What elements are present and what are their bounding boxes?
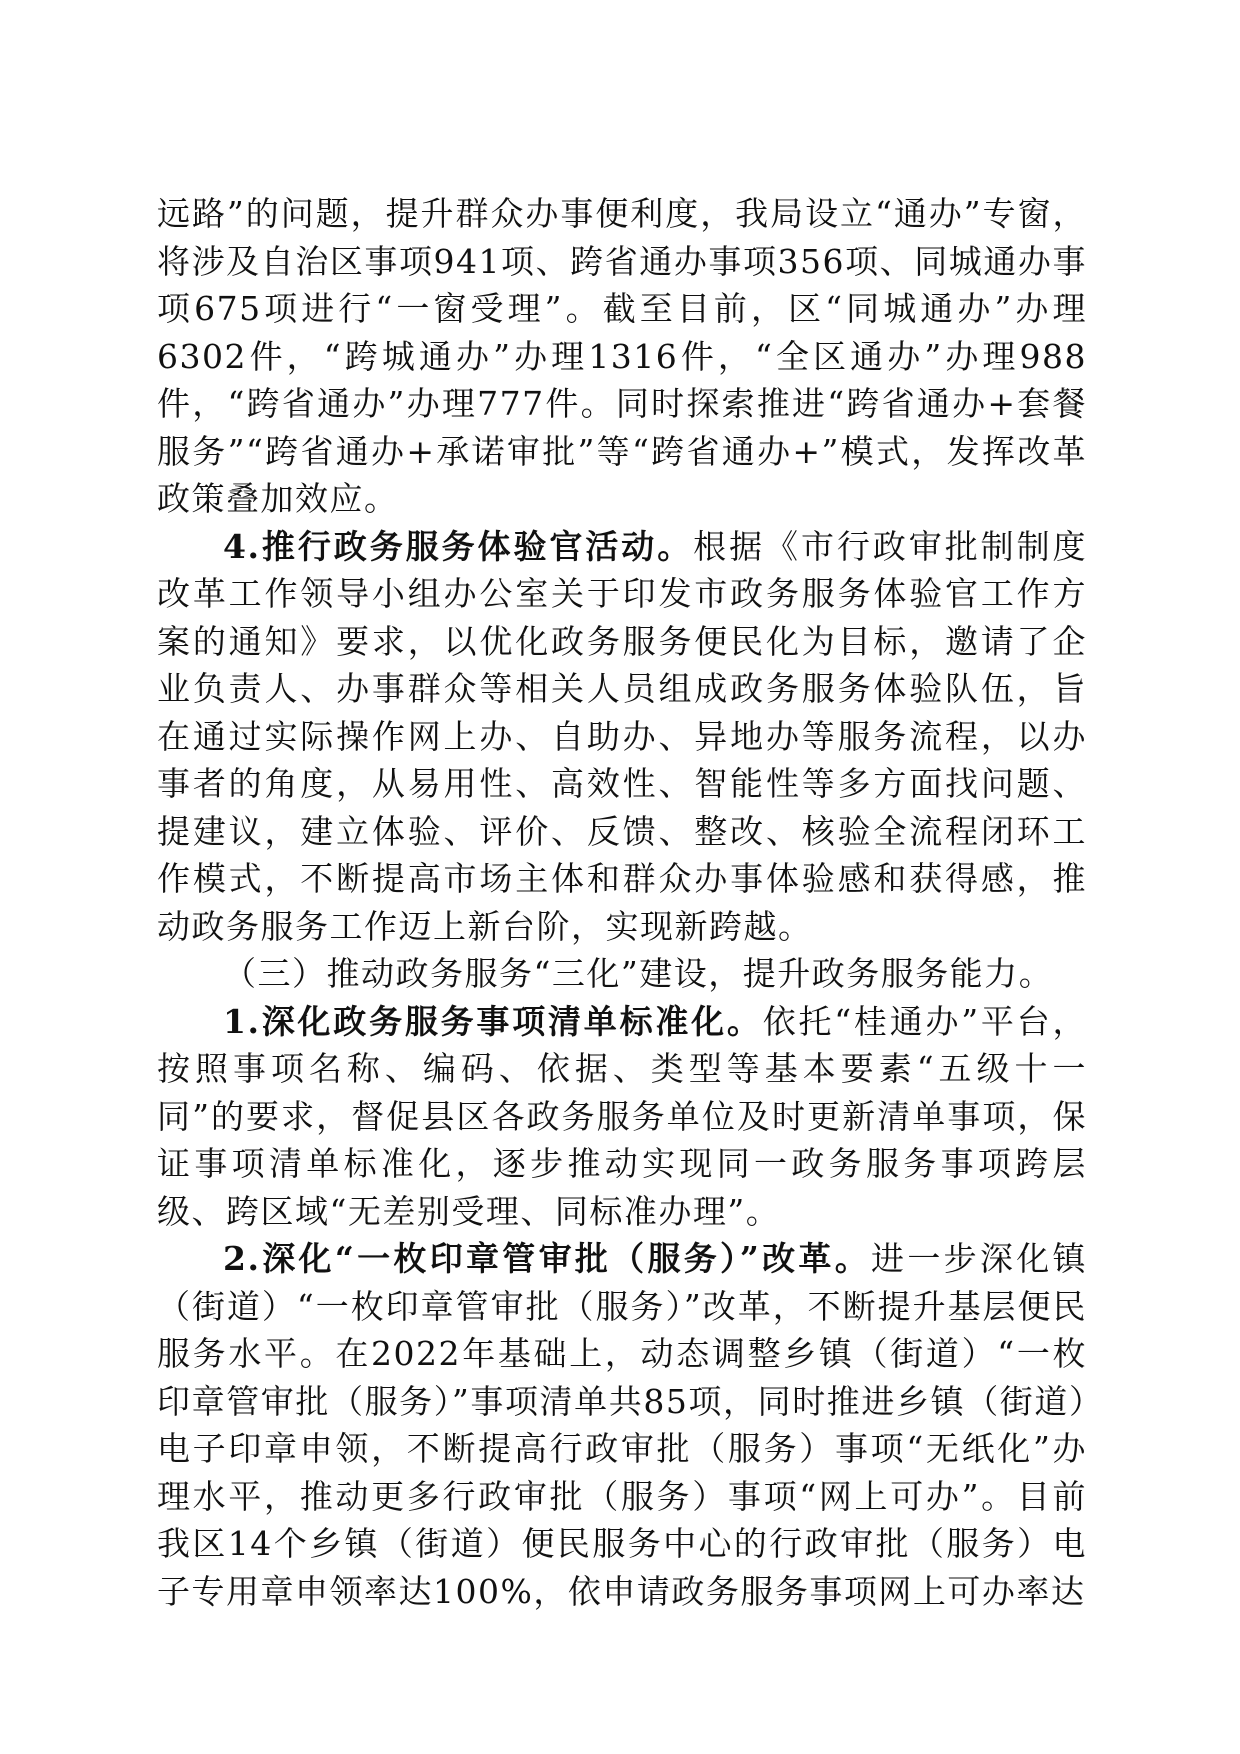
paragraph-continuation <box>157 190 1087 523</box>
paragraph-lead-heading: 1.深化政务服务事项清单标准化。 <box>223 1001 763 1041</box>
paragraph-lead-heading: 2.深化“一枚印章管审批（服务）”改革。 <box>223 1239 872 1278</box>
paragraph-text: 根据《市行政审批制制度改革工作领导小组办公室关于印发市政务服务体验官工作方案的通知》要求，以优化政务服务便民化为目标，邀请了企业负责人、办事群众等相关人员组成政务服务体验队伍，旨在通过实际操作网上办、自助办、异地办等服务流程，以办事者的角度，从易用性、高效性、智能性等多方面找问题、提建议，建立体验、评价、反馈、整改、核验全流程闭环工作模式，不断提高市场主体和群众办事体验感和获得感，推动政务服务工作迈上新台阶，实现新跨越。 <box>157 526 1088 946</box>
paragraph-lead-heading: 4.推行政务服务体验官活动。 <box>223 526 694 566</box>
paragraph-text: 进一步深化镇（街道）“一枚印章管审批（服务）”改革，不断提升基层便民服务水平。在2022年基础上，动态调整乡镇（街道）“一枚印章管审批（服务）”事项清单共85项，同时推进乡镇（街道）电子印章申领，不断提高行政审批（服务）事项“无纸化”办理水平，推动更多行政审批（服务）事项“网上可办”。目前我区14个乡镇（街道）便民服务中心的行政审批（服务）电子专用章申领率达100%，依申请政务服务事项网上可办率达 <box>157 1239 1088 1611</box>
paragraph-one-seal-reform <box>157 1235 1087 1615</box>
paragraph-text: 远路”的问题，提升群众办事便利度，我局设立“通办”专窗，将涉及自治区事项941项、跨省通办事项356项、同城通办事项675项进行“一窗受理”。截至目前，区“同城通办”办理6302件，“跨城通办”办理1316件，“全区通办”办理988件，“跨省通办”办理777件。同时探索推进“跨省通办+套餐服务”“跨省通办+承诺审批”等“跨省通办+”模式，发挥改革政策叠加效应。 <box>157 194 1087 518</box>
paragraph-experience-officer <box>157 523 1087 951</box>
paragraph-text: 依托“桂通办”平台，按照事项名称、编码、依据、类型等基本要素“五级十一同”的要求，督促县区各政务服务单位及时更新清单事项，保证事项清单标准化，逐步推动实现同一政务服务事项跨层级、跨区域“无差别受理、同标准办理”。 <box>157 1001 1087 1231</box>
section-heading-text: （三）推动政务服务“三化”建设，提升政务服务能力。 <box>223 954 1054 993</box>
paragraph-standardization <box>157 998 1087 1236</box>
section-heading-three <box>157 950 1087 998</box>
document-page <box>157 190 1087 1615</box>
